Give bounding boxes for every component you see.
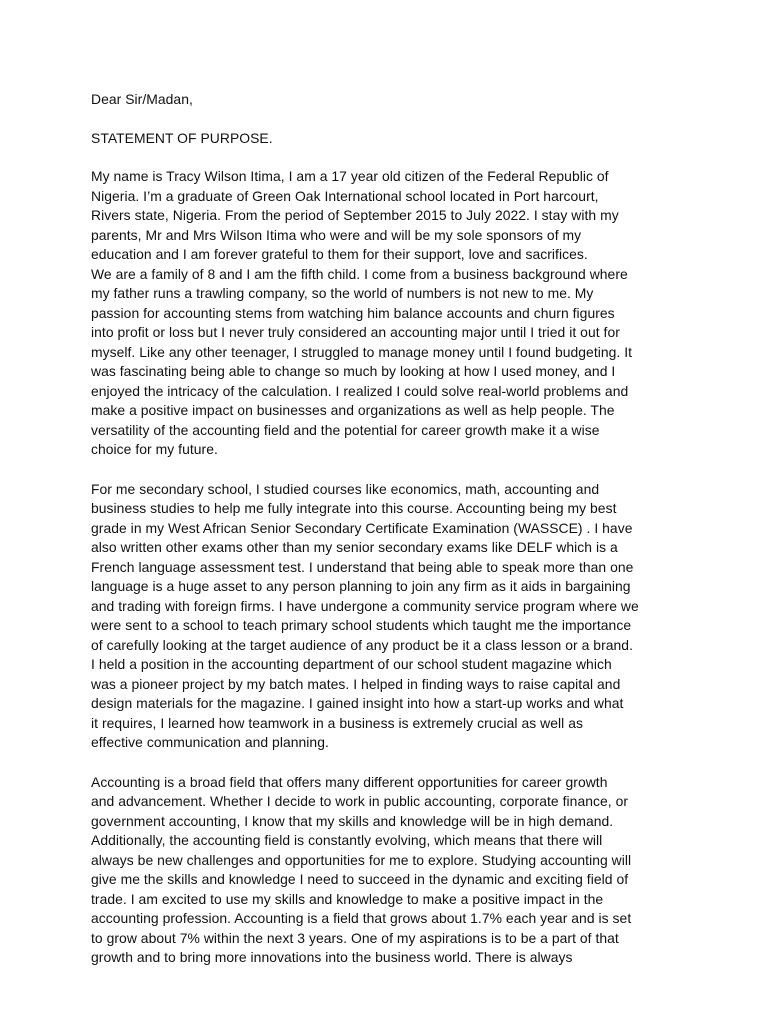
text-line: education and I am forever grateful to them for their support, love and sacrifices. [91,246,588,262]
text-line: language is a huge asset to any person planning to join any firm as it aids in bargaining [91,578,631,594]
letter-heading [91,129,697,149]
text-line: passion for accounting stems from watching him balance accounts and churn figures [91,304,615,321]
text-line: to grow about 7% within the next 3 years. One of my aspirations is to be a part of that [91,929,619,946]
paragraph-education [91,480,697,753]
text-line: also written other exams other than my senior secondary exams like DELF which is a [91,539,618,555]
text-line: give me the skills and knowledge I need to succeed in the dynamic and exciting field of [91,871,629,887]
text-line: government accounting, I know that my skills and knowledge will be in high demand. [91,812,614,829]
text-line: versatility of the accounting field and the potential for career growth make it a wise [91,421,600,438]
text-line: grade in my West African Senior Secondary Certificate Examination (WASSCE) . I have [91,519,633,536]
text-line: business studies to help me fully integrate into this course. Accounting being my best [91,500,617,516]
text-line: and trading with foreign firms. I have undergone a community service program where we [91,597,639,614]
greeting-text: Dear Sir/Madan, [91,91,193,107]
text-line: For me secondary school, I studied courses like economics, math, accounting and [91,480,600,497]
text-line: effective communication and planning. [91,734,329,750]
text-line: My name is Tracy Wilson Itima, I am a 17 year old citizen of the Federal Republic of [91,168,609,184]
text-line: growth and to bring more innovations into the business world. There is always [91,949,573,965]
text-line: trade. I am excited to use my skills and knowledge to make a positive impact in the [91,890,604,907]
text-line: was fascinating being able to change so much by looking at how I used money, and I [91,363,616,379]
text-line: Nigeria. I’m a graduate of Green Oak International school located in Port harcourt, [91,187,599,204]
text-line: Rivers state, Nigeria. From the period of September 2015 to July 2022. I stay with my [91,207,619,223]
text-line: myself. Like any other teenager, I struggled to manage money until I found budgeting. It [91,343,633,360]
text-line: parents, Mr and Mrs Wilson Itima who were and will be my sole sponsors of my [91,226,582,243]
text-line: of carefully looking at the target audience of any product be it a class lesson or a brand. [91,636,633,653]
text-line: into profit or loss but I never truly considered an accounting major until I tried it out for [91,324,620,340]
letter-greeting [91,90,697,110]
text-line: always be new challenges and opportunities for me to explore. Studying accounting will [91,851,632,868]
paragraph-career [91,773,697,968]
text-line: enjoyed the intricacy of the calculation. I realized I could solve real-world problems and [91,382,629,399]
text-line: design materials for the magazine. I gained insight into how a start-up works and what [91,695,624,711]
text-line: Additionally, the accounting field is constantly evolving, which means that there will [91,832,603,848]
text-line: French language assessment test. I understand that being able to speak more than one [91,558,634,575]
text-line: were sent to a school to teach primary school students which taught me the importance [91,617,632,633]
text-line: We are a family of 8 and I am the fifth child. I come from a business background where [91,265,628,282]
text-line: it requires, I learned how teamwork in a business is extremely crucial as well as [91,714,583,731]
heading-text: STATEMENT OF PURPOSE. [91,129,273,146]
letter-page [91,90,697,968]
text-line: make a positive impact on businesses and organizations as well as help people. The [91,402,615,418]
text-line: my father runs a trawling company, so the world of numbers is not new to me. My [91,285,594,301]
paragraph-introduction [91,167,697,460]
text-line: was a pioneer project by my batch mates. I helped in finding ways to raise capital and [91,675,621,692]
text-line: accounting profession. Accounting is a field that grows about 1.7% each year and is set [91,910,632,926]
text-line: I held a position in the accounting department of our school student magazine which [91,656,612,672]
text-line: choice for my future. [91,441,218,457]
text-line: Accounting is a broad field that offers many different opportunities for career growth [91,773,608,790]
text-line: and advancement. Whether I decide to work in public accounting, corporate finance, or [91,793,629,809]
